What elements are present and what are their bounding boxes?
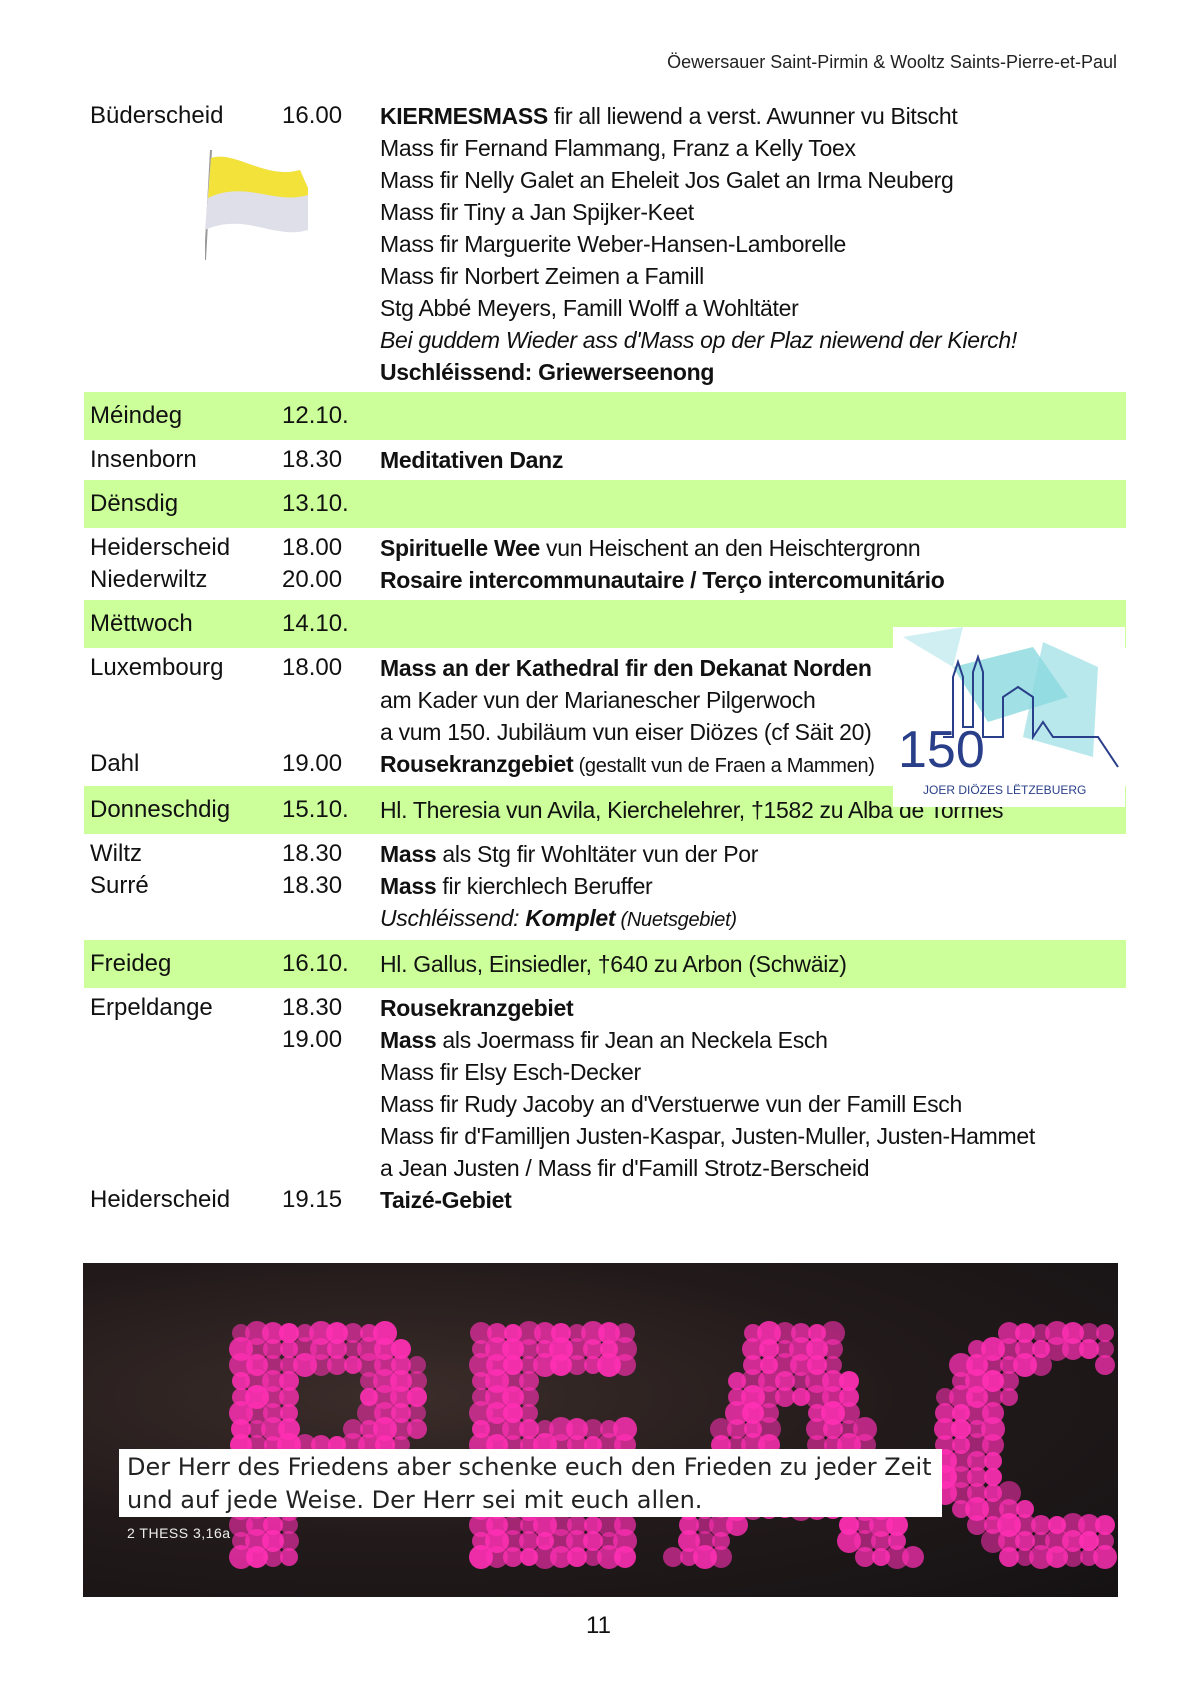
- bokeh-dot: [902, 1546, 924, 1568]
- service-time: 19.00: [282, 1026, 343, 1053]
- service-place: Büderscheid: [90, 102, 224, 129]
- bold-text: Rousekranzgebiet: [380, 751, 574, 777]
- service-line: [84, 444, 1126, 476]
- service-line: [84, 100, 1126, 132]
- plain-text: Mass fir Marguerite Weber-Hansen-Lamborelle: [380, 231, 847, 257]
- bokeh-dot: [1095, 1355, 1115, 1375]
- plain-text: fir all liewend a verst. Awunner vu Bitscht: [547, 103, 958, 129]
- bold-text: Mass: [380, 1027, 437, 1053]
- service-place: Heiderscheid: [90, 1186, 231, 1213]
- service-line: [84, 838, 1126, 870]
- service-time: 18.00: [282, 654, 343, 681]
- plain-text: a Jean Justen / Mass fir d'Famill Strotz-Berscheid: [380, 1155, 870, 1181]
- service-time: 20.00: [282, 566, 343, 593]
- logo-caption: JOER DIÖZES LËTZEBUERG: [923, 783, 1087, 797]
- day-name: Mëttwoch: [90, 610, 193, 637]
- bokeh-dot: [1096, 1324, 1114, 1342]
- day-name: Méindeg: [90, 402, 183, 429]
- service-time: 18.30: [282, 840, 343, 867]
- service-line: [84, 992, 1126, 1024]
- service-entry: [84, 870, 1126, 936]
- bold-text: Uschléissend: Griewerseenong: [380, 359, 715, 385]
- day-date: 13.10.: [282, 490, 349, 517]
- service-place: Surré: [90, 872, 149, 899]
- bokeh-dot: [1030, 1354, 1052, 1376]
- service-place: Dahl: [90, 750, 140, 777]
- bokeh-dot: [614, 1354, 636, 1376]
- service-line: [84, 292, 1126, 324]
- day-name: Dënsdig: [90, 490, 179, 517]
- plain-text: a vum 150. Jubiläum vun eiser Diözes (cf Säit 20): [380, 719, 872, 745]
- day-saint: Hl. Theresia vun Avila, Kierchelehrer, †1582 zu Alba de Tormes: [380, 797, 1004, 823]
- service-time: 19.00: [282, 750, 343, 777]
- bokeh-dot: [984, 1452, 1002, 1470]
- service-line: [84, 356, 1126, 388]
- day-header: [84, 480, 1126, 528]
- bokeh-dot: [710, 1546, 732, 1568]
- service-line: [84, 1120, 1126, 1152]
- bold-text: Meditativen Danz: [380, 447, 564, 473]
- service-line: [84, 1088, 1126, 1120]
- plain-text: Mass fir Elsy Esch-Decker: [380, 1059, 641, 1085]
- service-time: 18.30: [282, 446, 343, 473]
- service-line: [84, 324, 1126, 356]
- day-date: 15.10.: [282, 796, 349, 823]
- plain-text: vun Heischent an den Heischtergronn: [539, 535, 921, 561]
- service-entry: [84, 564, 1126, 596]
- plain-text: Mass fir Tiny a Jan Spijker-Keet: [380, 199, 694, 225]
- day-header: [84, 940, 1126, 988]
- logo-number: 150: [898, 721, 985, 779]
- plain-text: Mass fir Fernand Flammang, Franz a Kelly Toex: [380, 135, 856, 161]
- bold-text: Rousekranzgebiet: [380, 995, 574, 1021]
- service-line: [84, 1056, 1126, 1088]
- service-time: 18.30: [282, 994, 343, 1021]
- day-name: Freideg: [90, 950, 172, 977]
- day-date: 12.10.: [282, 402, 349, 429]
- bokeh-dot: [1093, 1545, 1117, 1569]
- plain-text: am Kader vun der Marianescher Pilgerwoch: [380, 687, 816, 713]
- quote-reference: 2 THESS 3,16a: [127, 1525, 231, 1541]
- bold-text: Rosaire intercommunautaire / Terço intercomunitário: [380, 567, 945, 593]
- bokeh-dot: [280, 1548, 298, 1566]
- service-time: 18.30: [282, 872, 343, 899]
- service-place: Erpeldange: [90, 994, 213, 1021]
- bokeh-dot: [614, 1546, 636, 1568]
- plain-text: Mass fir Rudy Jacoby an d'Verstuerwe vun der Famill Esch: [380, 1091, 962, 1117]
- service-place: Heiderscheid: [90, 534, 231, 561]
- bold-text: Spirituelle Wee: [380, 535, 540, 561]
- day-header: [84, 392, 1126, 440]
- bold-text: Taizé-Gebiet: [380, 1187, 512, 1213]
- service-entry: [84, 992, 1126, 1024]
- bold-text: Mass: [380, 873, 437, 899]
- quote-line-2: und auf jede Weise. Der Herr sei mit euch allen.: [127, 1484, 702, 1517]
- service-line: [84, 870, 1126, 902]
- peace-bokeh-group: [229, 1321, 1117, 1569]
- service-line: [84, 1024, 1126, 1056]
- service-time: 16.00: [282, 102, 343, 129]
- peace-bokeh-letters: [83, 1263, 1118, 1597]
- bold-italic-text: Komplet: [525, 905, 616, 931]
- bible-quote: [119, 1449, 942, 1517]
- service-place: Wiltz: [90, 840, 142, 867]
- bokeh-dot: [984, 1468, 1002, 1486]
- bold-text: Mass an der Kathedral fir den Dekanat Norden: [380, 655, 872, 681]
- page-header: Öewersauer Saint-Pirmin & Wooltz Saints-Pierre-et-Paul: [667, 52, 1117, 72]
- day-name: Donneschdig: [90, 796, 231, 823]
- plain-text: als Joermass fir Jean an Neckela Esch: [436, 1027, 828, 1053]
- service-entry: [84, 444, 1126, 476]
- service-line: [84, 564, 1126, 596]
- service-entry: [84, 532, 1126, 564]
- service-time: 18.00: [282, 534, 343, 561]
- peace-image: [83, 1263, 1118, 1597]
- bokeh-dot: [726, 1514, 748, 1536]
- quote-line-1: Der Herr des Friedens aber schenke euch den Frieden zu jeder Zeit: [127, 1453, 932, 1481]
- day-date: 14.10.: [282, 610, 349, 637]
- service-line: [84, 1184, 1126, 1216]
- page-number: 11: [586, 1612, 611, 1639]
- service-entry: [84, 1184, 1126, 1216]
- bokeh-dot: [1000, 1388, 1018, 1406]
- service-place: Insenborn: [90, 446, 197, 473]
- small-italic-text: (Nuetsgebiet): [615, 909, 737, 931]
- service-line: [84, 532, 1126, 564]
- service-place: Luxembourg: [90, 654, 224, 681]
- plain-text: als Stg fir Wohltäter vun der Por: [436, 841, 759, 867]
- diocese-150-logo: [893, 627, 1125, 807]
- service-place: Niederwiltz: [90, 566, 208, 593]
- day-date: 16.10.: [282, 950, 349, 977]
- service-line: [84, 1152, 1126, 1184]
- small-text: (gestallt vun de Fraen a Mammen): [573, 755, 875, 777]
- papal-flag-icon: [205, 150, 320, 265]
- plain-text: Mass fir Nelly Galet an Eheleit Jos Galet an Irma Neuberg: [380, 167, 954, 193]
- italic-text: Bei guddem Wieder ass d'Mass op der Plaz niewend der Kierch!: [380, 327, 1017, 353]
- day-saint: Hl. Gallus, Einsiedler, †640 zu Arbon (Schwäiz): [380, 951, 847, 977]
- service-entry: [84, 1024, 1126, 1184]
- service-entry: [84, 838, 1126, 870]
- bold-text: KIERMESMASS: [380, 103, 548, 129]
- italic-text: Uschléissend:: [380, 905, 526, 931]
- bokeh-dot: [407, 1419, 427, 1439]
- plain-text: Stg Abbé Meyers, Famill Wolff a Wohltäter: [380, 295, 799, 321]
- plain-text: fir kierchlech Beruffer: [436, 873, 653, 899]
- service-time: 19.15: [282, 1186, 343, 1213]
- plain-text: Mass fir d'Familljen Justen-Kaspar, Justen-Muller, Justen-Hammet: [380, 1123, 1035, 1149]
- service-line: [84, 902, 1126, 936]
- bold-text: Mass: [380, 841, 437, 867]
- plain-text: Mass fir Norbert Zeimen a Famill: [380, 263, 704, 289]
